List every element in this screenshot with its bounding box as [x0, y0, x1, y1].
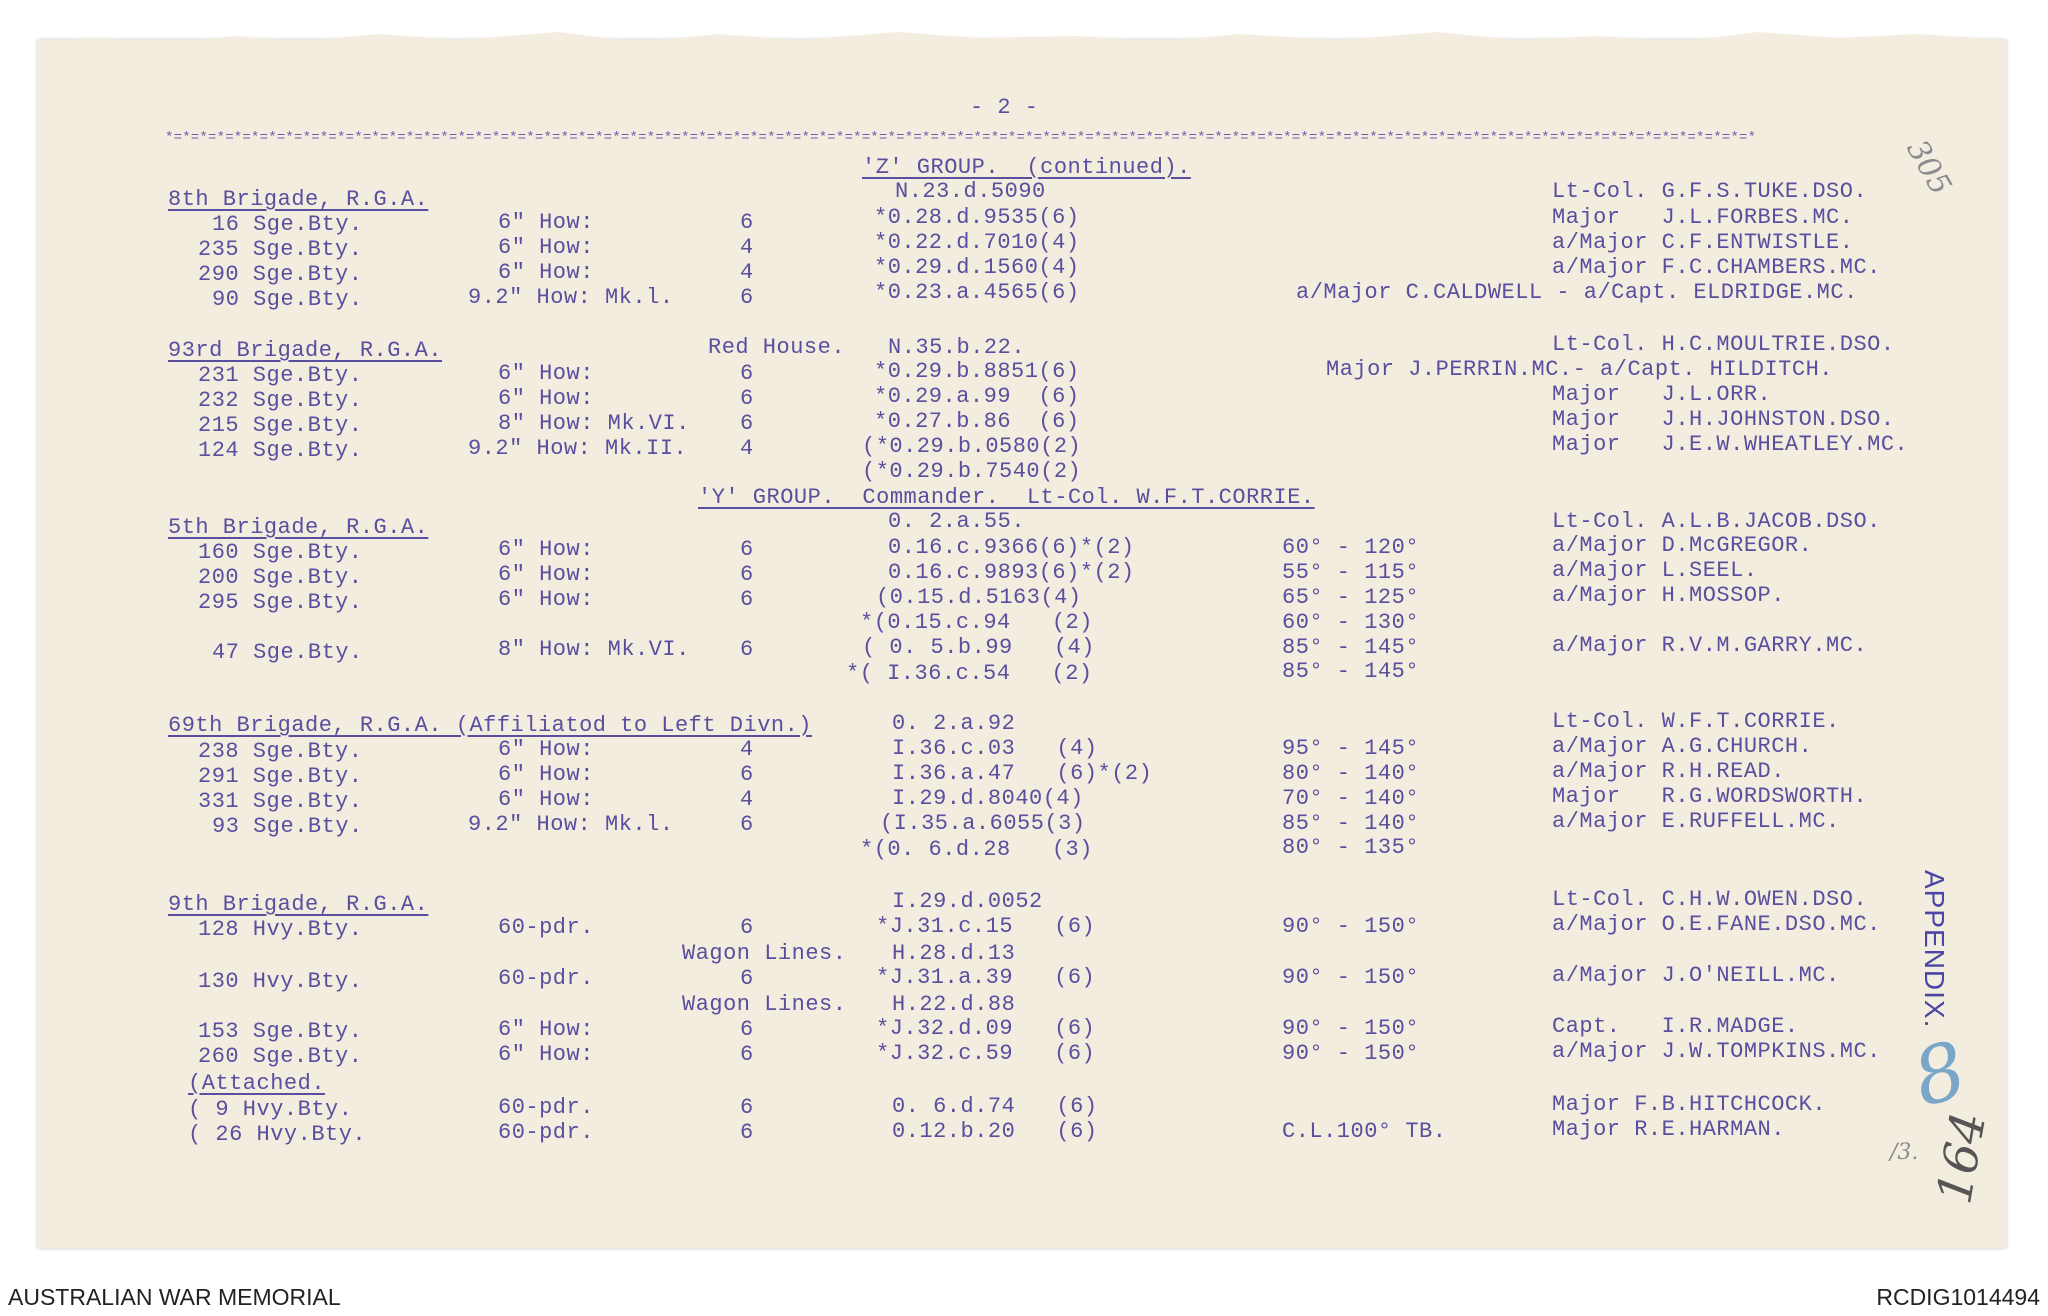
table-row-commander: a/Major C.F.ENTWISTLE. [1552, 230, 1854, 255]
brigade-5-name: 5th Brigade, R.G.A. [168, 515, 429, 540]
table-row-arc: 65° - 125° [1282, 585, 1420, 610]
brigade-93-commander: Lt-Col. H.C.MOULTRIE.DSO. [1552, 332, 1895, 357]
table-row-unit: 215 Sge.Bty. [198, 413, 363, 438]
brigade-9-name: 9th Brigade, R.G.A. [168, 892, 429, 917]
table-row-commander: a/Major C.CALDWELL - a/Capt. ELDRIDGE.MC. [1296, 280, 1858, 305]
wagon-lines-ref: H.22.d.88 [892, 992, 1016, 1017]
table-row-gun: 6" How: [498, 562, 594, 587]
table-row-gun: 6" How: [498, 386, 594, 411]
table-row-position: (*0.29.b.0580(2) [862, 434, 1082, 459]
table-row-unit: 160 Sge.Bty. [198, 540, 363, 565]
table-row-gun: 6" How: [498, 787, 594, 812]
table-row-gun: 6" How: [498, 361, 594, 386]
table-row-position: (*0.29.b.7540(2) [862, 459, 1082, 484]
table-row-position: *0.29.a.99 (6) [874, 384, 1080, 409]
table-row-unit: 130 Hvy.Bty. [198, 969, 363, 994]
table-row-position: *0.22.d.7010(4) [874, 230, 1080, 255]
brigade-69-commander: Lt-Col. W.F.T.CORRIE. [1552, 709, 1840, 734]
brigade-93-place: Red House. [708, 335, 846, 360]
table-row-unit: 235 Sge.Bty. [198, 237, 363, 262]
table-row-gun: 9.2" How: Mk.l. [468, 285, 674, 310]
table-row-num: 6 [740, 966, 754, 991]
table-row-commander: Capt. I.R.MADGE. [1552, 1014, 1799, 1039]
table-row-arc: C.L.100° TB. [1282, 1119, 1447, 1144]
table-row-arc: 80° - 140° [1282, 761, 1420, 786]
table-row-commander: Major J.E.W.WHEATLEY.MC. [1552, 432, 1909, 457]
table-row-unit: 260 Sge.Bty. [198, 1044, 363, 1069]
table-row-position: ( 0. 5.b.99 (4) [862, 635, 1095, 660]
z-group-title: 'Z' GROUP. (continued). [862, 155, 1191, 180]
table-row-arc: 85° - 145° [1282, 635, 1420, 660]
table-row-position: *( I.36.c.54 (2) [846, 661, 1093, 686]
wagon-lines-label: Wagon Lines. [682, 941, 847, 966]
pencil-note-top-right: 305 [1899, 133, 1959, 202]
table-row-unit: 295 Sge.Bty. [198, 590, 363, 615]
table-row-arc: 55° - 115° [1282, 560, 1420, 585]
table-row-unit: 93 Sge.Bty. [212, 814, 363, 839]
table-row-position: I.36.c.03 (4) [892, 736, 1098, 761]
table-row-position: *0.29.d.1560(4) [874, 255, 1080, 280]
table-row-gun: 60-pdr. [498, 966, 594, 991]
table-row-commander: a/Major A.G.CHURCH. [1552, 734, 1813, 759]
table-row-commander: Major J.PERRIN.MC.- a/Capt. HILDITCH. [1326, 357, 1833, 382]
table-row-unit: 231 Sge.Bty. [198, 363, 363, 388]
table-row-unit: 124 Sge.Bty. [198, 438, 363, 463]
table-row-commander: a/Major L.SEEL. [1552, 558, 1758, 583]
table-row-num: 6 [740, 361, 754, 386]
table-row-arc: 95° - 145° [1282, 736, 1420, 761]
table-row-position: *0.23.a.4565(6) [874, 280, 1080, 305]
table-row-commander: Major J.L.ORR. [1552, 382, 1772, 407]
table-row-position: *(0.15.c.94 (2) [860, 610, 1093, 635]
brigade-5-commander: Lt-Col. A.L.B.JACOB.DSO. [1552, 509, 1881, 534]
table-row-gun: 8" How: Mk.VI. [498, 637, 690, 662]
table-row-commander: a/Major R.V.M.GARRY.MC. [1552, 633, 1868, 658]
table-row-num: 6 [740, 1095, 754, 1120]
table-row-unit: 16 Sge.Bty. [212, 212, 363, 237]
table-row-commander: Major R.E.HARMAN. [1552, 1117, 1785, 1142]
table-row-num: 4 [740, 235, 754, 260]
table-row-unit: 238 Sge.Bty. [198, 739, 363, 764]
table-row-position: I.29.d.8040(4) [892, 786, 1084, 811]
table-row-num: 6 [740, 637, 754, 662]
table-row-position: (I.35.a.6055(3) [880, 811, 1086, 836]
table-row-unit: ( 26 Hvy.Bty. [188, 1122, 367, 1147]
table-row-num: 4 [740, 436, 754, 461]
table-row-commander: a/Major R.H.READ. [1552, 759, 1785, 784]
table-row-arc: 85° - 140° [1282, 811, 1420, 836]
table-row-position: *(0. 6.d.28 (3) [860, 837, 1093, 862]
table-row-gun: 6" How: [498, 210, 594, 235]
table-row-gun: 6" How: [498, 737, 594, 762]
table-row-arc: 60° - 120° [1282, 535, 1420, 560]
table-row-num: 6 [740, 562, 754, 587]
table-row-position: *J.32.d.09 (6) [876, 1016, 1096, 1041]
table-row-commander: a/Major O.E.FANE.DSO.MC. [1552, 912, 1881, 937]
y-group-title: 'Y' GROUP. Commander. Lt-Col. W.F.T.CORRIE. [698, 485, 1315, 510]
table-row-num: 6 [740, 1120, 754, 1145]
pencil-note-page-ref: /3. [1890, 1140, 1919, 1165]
table-row-num: 6 [740, 1017, 754, 1042]
table-row-unit: 128 Hvy.Bty. [198, 917, 363, 942]
table-row-unit: 290 Sge.Bty. [198, 262, 363, 287]
table-row-arc: 85° - 145° [1282, 659, 1420, 684]
table-row-commander: a/Major J.O'NEILL.MC. [1552, 963, 1840, 988]
table-row-position: *J.32.c.59 (6) [876, 1041, 1096, 1066]
table-row-position: 0.16.c.9366(6)*(2) [888, 535, 1135, 560]
page-number: - 2 - [970, 95, 1039, 120]
table-row-gun: 60-pdr. [498, 915, 594, 940]
table-row-num: 6 [740, 411, 754, 436]
table-row-unit: 200 Sge.Bty. [198, 565, 363, 590]
wagon-lines-ref: H.28.d.13 [892, 941, 1016, 966]
brigade-69-location: 0. 2.a.92 [892, 711, 1016, 736]
table-row-arc: 90° - 150° [1282, 1016, 1420, 1041]
table-row-num: 6 [740, 587, 754, 612]
table-row-num: 6 [740, 915, 754, 940]
table-row-commander: Major J.H.JOHNSTON.DSO. [1552, 407, 1895, 432]
table-row-position: *J.31.c.15 (6) [876, 914, 1096, 939]
table-row-arc: 90° - 150° [1282, 914, 1420, 939]
table-row-gun: 6" How: [498, 260, 594, 285]
table-row-commander: Major R.G.WORDSWORTH. [1552, 784, 1868, 809]
brigade-69-name: 69th Brigade, R.G.A. (Affiliatod to Left Divn.) [168, 713, 813, 738]
brigade-8-location: N.23.d.5090 [895, 179, 1046, 204]
brigade-5-location: 0. 2.a.55. [888, 509, 1026, 534]
table-row-position: *0.27.b.86 (6) [874, 409, 1080, 434]
brigade-8-name: 8th Brigade, R.G.A. [168, 187, 429, 212]
torn-top-edge [38, 28, 2006, 58]
table-row-unit: 153 Sge.Bty. [198, 1019, 363, 1044]
table-row-unit: 232 Sge.Bty. [198, 388, 363, 413]
table-row-gun: 6" How: [498, 235, 594, 260]
table-row-position: *0.29.b.8851(6) [874, 359, 1080, 384]
table-row-commander: a/Major D.McGREGOR. [1552, 533, 1813, 558]
table-row-commander: a/Major J.W.TOMPKINS.MC. [1552, 1039, 1881, 1064]
table-row-gun: 6" How: [498, 537, 594, 562]
table-row-unit: 47 Sge.Bty. [212, 640, 363, 665]
brigade-9-commander: Lt-Col. C.H.W.OWEN.DSO. [1552, 887, 1868, 912]
table-row-gun: 6" How: [498, 587, 594, 612]
table-row-commander: Major J.L.FORBES.MC. [1552, 205, 1854, 230]
table-row-gun: 60-pdr. [498, 1095, 594, 1120]
decorative-rule: *=*=*=*=*=*=*=*=*=*=*=*=*=*=*=*=*=*=*=*=*=*=*=*=*=*=*=*=*=*=*=*=*=*=*=*=*=*=*=*=*=*=*=*=*=*=*=*=*=*=*=*=*=*=*=*=*=*=*=*=*=*=*=*=*=*=*=*=*=*=*=*=*=*=*=*=*=*=*=*=*=*=*=*=*=*=*=*=*=*=*=*=* [165, 130, 1757, 146]
brigade-93-location: N.35.b.22. [888, 335, 1026, 360]
brigade-93-name: 93rd Brigade, R.G.A. [168, 338, 443, 363]
table-row-position: 0.16.c.9893(6)*(2) [888, 560, 1135, 585]
table-row-num: 6 [740, 537, 754, 562]
table-row-num: 6 [740, 812, 754, 837]
table-row-position: *0.28.d.9535(6) [874, 205, 1080, 230]
table-row-num: 6 [740, 285, 754, 310]
table-row-position: I.36.a.47 (6)*(2) [892, 761, 1153, 786]
pencil-note-side-number: 8 [1904, 1025, 1976, 1125]
footer-record-id: RCDIG1014494 [1876, 1284, 2040, 1310]
table-row-gun: 6" How: [498, 1017, 594, 1042]
table-row-position: *J.31.a.39 (6) [876, 965, 1096, 990]
table-row-num: 6 [740, 1042, 754, 1067]
table-row-unit: 331 Sge.Bty. [198, 789, 363, 814]
brigade-9-location: I.29.d.0052 [892, 889, 1043, 914]
table-row-num: 6 [740, 762, 754, 787]
attached-label: (Attached. [188, 1071, 326, 1096]
table-row-arc: 80° - 135° [1282, 835, 1420, 860]
appendix-stamp: APPENDIX. [1919, 870, 1950, 1029]
table-row-unit: ( 9 Hvy.Bty. [188, 1097, 353, 1122]
table-row-gun: 9.2" How: Mk.II. [468, 436, 688, 461]
table-row-commander: a/Major H.MOSSOP. [1552, 583, 1785, 608]
table-row-position: 0.12.b.20 (6) [892, 1119, 1098, 1144]
table-row-gun: 8" How: Mk.VI. [498, 411, 690, 436]
table-row-gun: 6" How: [498, 1042, 594, 1067]
table-row-commander: a/Major E.RUFFELL.MC. [1552, 809, 1840, 834]
footer-archive-name: AUSTRALIAN WAR MEMORIAL [8, 1284, 341, 1310]
table-row-position: 0. 6.d.74 (6) [892, 1094, 1098, 1119]
table-row-arc: 90° - 150° [1282, 1041, 1420, 1066]
table-row-num: 6 [740, 210, 754, 235]
table-row-commander: Major F.B.HITCHCOCK. [1552, 1092, 1827, 1117]
table-row-num: 6 [740, 386, 754, 411]
table-row-unit: 291 Sge.Bty. [198, 764, 363, 789]
table-row-arc: 60° - 130° [1282, 610, 1420, 635]
brigade-8-commander: Lt-Col. G.F.S.TUKE.DSO. [1552, 179, 1868, 204]
table-row-position: (0.15.d.5163(4) [876, 585, 1082, 610]
table-row-gun: 6" How: [498, 762, 594, 787]
table-row-arc: 70° - 140° [1282, 786, 1420, 811]
table-row-num: 4 [740, 260, 754, 285]
table-row-gun: 9.2" How: Mk.l. [468, 812, 674, 837]
table-row-num: 4 [740, 787, 754, 812]
table-row-num: 4 [740, 737, 754, 762]
table-row-gun: 60-pdr. [498, 1120, 594, 1145]
pencil-note-folio: 164 [1926, 1108, 1998, 1208]
table-row-unit: 90 Sge.Bty. [212, 287, 363, 312]
table-row-commander: a/Major F.C.CHAMBERS.MC. [1552, 255, 1881, 280]
wagon-lines-label: Wagon Lines. [682, 992, 847, 1017]
table-row-arc: 90° - 150° [1282, 965, 1420, 990]
